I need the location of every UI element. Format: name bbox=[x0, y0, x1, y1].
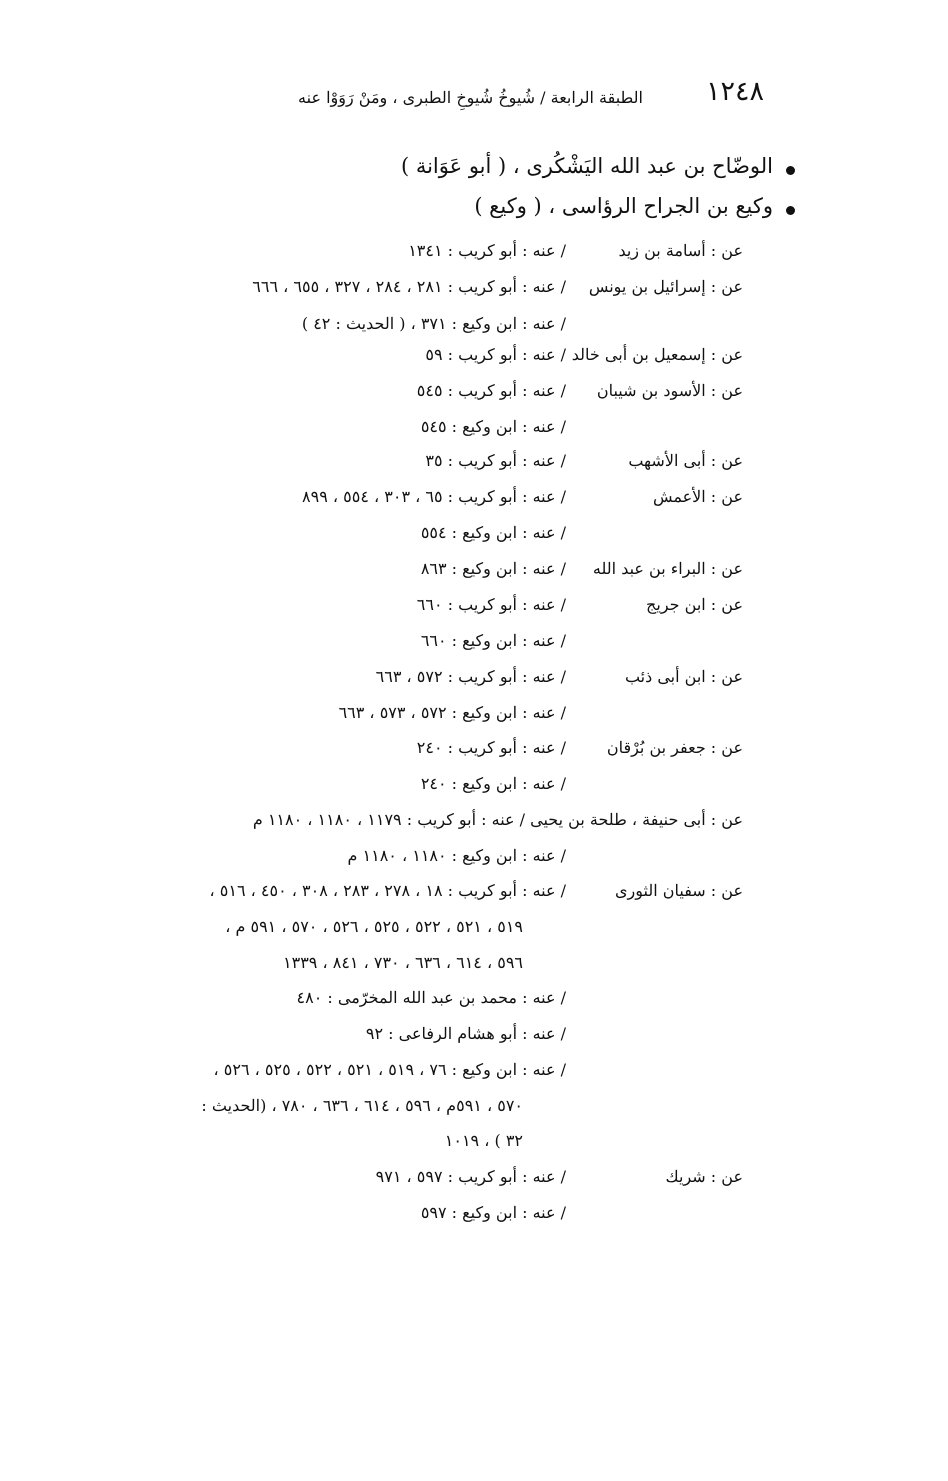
narrator-refs-continued: ٣٢ ) ، ١٠١٩ bbox=[444, 1131, 523, 1150]
source-label: عن : إسرائيل بن يونس bbox=[588, 277, 743, 296]
narrator-refs: / عنه : ابن وكيع : ٥٩٧ bbox=[420, 1203, 566, 1222]
narrator-refs: / عنه : ابن وكيع : ١١٨٠ ، ١١٨٠ م bbox=[347, 846, 566, 865]
narrator-refs: / عنه : أبو كريب : ٣٥ bbox=[425, 451, 566, 470]
bullet-icon bbox=[786, 206, 795, 215]
page-number: ١٢٤٨ bbox=[705, 76, 764, 107]
narrator-refs: / عنه : ابن وكيع : ٥٤٥ bbox=[420, 417, 566, 436]
entry-heading-1: الوضّاح بن عبد الله اليَشْكُرى ، ( أبو عَوَانة ) bbox=[400, 154, 773, 178]
narrator-refs: / عنه : أبو كريب : ٦٦٠ bbox=[416, 595, 566, 614]
source-full-line: عن : أبى حنيفة ، طلحة بن يحيى / عنه : أبو كريب : ١١٧٩ ، ١١٨٠ ، ١١٨٠ م bbox=[252, 810, 743, 829]
narrator-refs: / عنه : ابن وكيع : ٢٤٠ bbox=[420, 774, 566, 793]
narrator-refs: / عنه : أبو كريب : ٥٩٧ ، ٩٧١ bbox=[375, 1167, 566, 1186]
source-label: عن : ابن جريج bbox=[646, 595, 743, 614]
source-label: عن : أسامة بن زيد bbox=[618, 241, 743, 260]
narrator-refs-continued: ٥٧٠ ، ٥٩١م ، ٥٩٦ ، ٦١٤ ، ٦٣٦ ، ٧٨٠ ، (الحديث : bbox=[201, 1096, 523, 1115]
source-label: عن : الأعمش bbox=[652, 487, 743, 506]
narrator-refs: / عنه : ابن وكيع : ٦٦٠ bbox=[420, 631, 566, 650]
narrator-refs: / عنه : أبو كريب : ٥٤٥ bbox=[416, 381, 566, 400]
narrator-refs: / عنه : أبو كريب : ٢٤٠ bbox=[416, 738, 566, 757]
narrator-refs: / عنه : أبو كريب : ٥٩ bbox=[425, 345, 566, 364]
source-label: عن : إسمعيل بن أبى خالد bbox=[571, 345, 743, 364]
narrator-refs: / عنه : أبو كريب : ١٨ ، ٢٧٨ ، ٢٨٣ ، ٣٠٨ ، ٤٥٠ ، ٥١٦ ، bbox=[209, 881, 566, 900]
entry-heading-2: وكيع بن الجراح الرؤاسى ، ( وكيع ) bbox=[474, 194, 773, 218]
narrator-refs: / عنه : أبو هشام الرفاعى : ٩٢ bbox=[365, 1024, 566, 1043]
narrator-refs: / عنه : أبو كريب : ١٣٤١ bbox=[408, 241, 566, 260]
narrator-refs: / عنه : ابن وكيع : ٨٦٣ bbox=[420, 559, 566, 578]
source-label: عن : جعفر بن بُرْقان bbox=[606, 738, 743, 757]
source-label: عن : سفيان الثورى bbox=[615, 881, 743, 900]
narrator-refs: / عنه : أبو كريب : ٥٧٢ ، ٦٦٣ bbox=[375, 667, 566, 686]
narrator-refs: / عنه : ابن وكيع : ٥٥٤ bbox=[420, 523, 566, 542]
source-label: عن : أبى الأشهب bbox=[628, 451, 743, 470]
narrator-refs: / عنه : ابن وكيع : ٣٧١ ، ( الحديث : ٤٢ ) bbox=[301, 314, 566, 333]
narrator-refs: / عنه : أبو كريب : ٢٨١ ، ٢٨٤ ، ٣٢٧ ، ٦٥٥ ، ٦٦٦ bbox=[252, 277, 566, 296]
narrator-refs: / عنه : ابن وكيع : ٥٧٢ ، ٥٧٣ ، ٦٦٣ bbox=[338, 703, 566, 722]
narrator-refs: / عنه : محمد بن عبد الله المخرّمى : ٤٨٠ bbox=[296, 988, 566, 1007]
source-label: عن : شريك bbox=[665, 1167, 743, 1186]
bullet-icon bbox=[786, 166, 795, 175]
running-header: الطبقة الرابعة / شُيوخُ شُيوخِ الطبرى ، ومَنْ رَوَوْا عنه bbox=[298, 88, 643, 107]
narrator-refs: / عنه : أبو كريب : ٦٥ ، ٣٠٣ ، ٥٥٤ ، ٨٩٩ bbox=[302, 487, 566, 506]
source-label: عن : ابن أبى ذئب bbox=[624, 667, 743, 686]
narrator-refs-continued: ٥١٩ ، ٥٢١ ، ٥٢٢ ، ٥٢٥ ، ٥٢٦ ، ٥٧٠ ، ٥٩١ م ، bbox=[225, 917, 523, 936]
source-label: عن : الأسود بن شيبان bbox=[596, 381, 743, 400]
narrator-refs: / عنه : ابن وكيع : ٧٦ ، ٥١٩ ، ٥٢١ ، ٥٢٢ ، ٥٢٥ ، ٥٢٦ ، bbox=[213, 1060, 566, 1079]
narrator-refs-continued: ٥٩٦ ، ٦١٤ ، ٦٣٦ ، ٧٣٠ ، ٨٤١ ، ١٣٣٩ bbox=[283, 953, 523, 972]
source-label: عن : البراء بن عبد الله bbox=[592, 559, 743, 578]
